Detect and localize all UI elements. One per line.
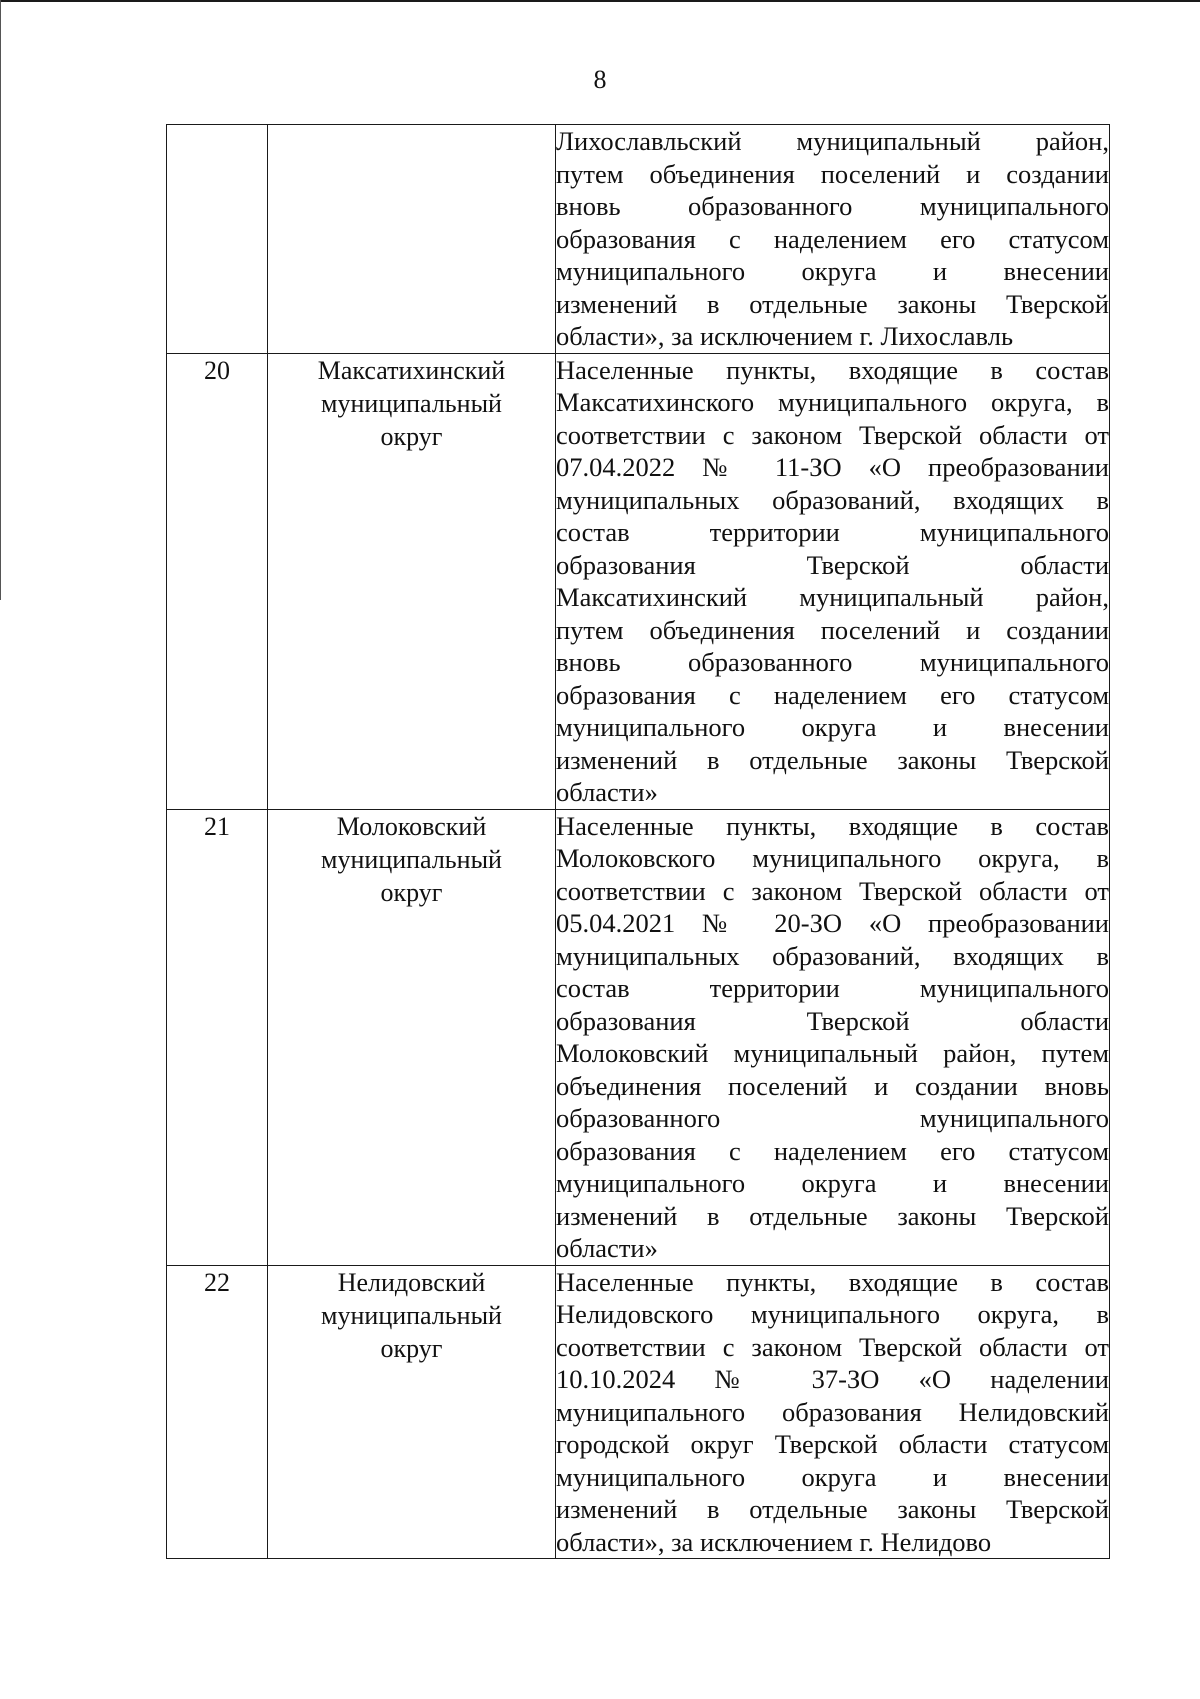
description-line: путем объединения поселений и создании xyxy=(556,614,1109,645)
description-line: Максатихинского муниципального округа, в xyxy=(556,387,1109,417)
settlements-description-cell xyxy=(556,353,1110,809)
municipality-name-line: муниципальный xyxy=(321,1300,502,1330)
description-line: изменений в отдельные законы Тверской xyxy=(556,288,1109,319)
table-row xyxy=(167,125,1110,354)
settlements-description-cell xyxy=(556,809,1110,1265)
municipality-name-line: муниципальный xyxy=(321,844,502,874)
description-line: образованного муниципального xyxy=(556,1103,1109,1133)
page-number: 8 xyxy=(593,65,607,94)
description-line: Населенные пункты, входящие в состав xyxy=(556,810,1109,841)
description-line: муниципального округа и внесении xyxy=(556,1168,1109,1198)
municipality-name-cell xyxy=(268,1265,556,1559)
municipality-name-line: Молоковский xyxy=(336,811,487,841)
description-line: вновь образованного муниципального xyxy=(556,647,1109,677)
description-line: Населенные пункты, входящие в состав xyxy=(556,1266,1109,1297)
description-line: муниципального образования Нелидовский xyxy=(556,1396,1109,1427)
municipality-table xyxy=(166,124,1110,1559)
description-line: области», за исключением г. Лихославль xyxy=(556,321,1014,351)
row-number-cell: 22 xyxy=(167,1265,268,1559)
description-line: муниципального округа и внесении xyxy=(556,712,1109,742)
municipality-name-line: округ xyxy=(380,1333,443,1363)
description-line: 10.10.2024 № 37-ЗО «О наделении xyxy=(556,1364,1109,1394)
municipality-name-cell xyxy=(268,809,556,1265)
municipality-name-line: Нелидовский xyxy=(337,1267,486,1297)
description-line: образования Тверской области xyxy=(556,549,1109,580)
description-line: соответствии с законом Тверской области от xyxy=(556,1331,1109,1362)
description-line: муниципальных образований, входящих в xyxy=(556,484,1109,515)
description-line: соответствии с законом Тверской области от xyxy=(556,419,1109,450)
description-line: объединения поселений и создании вновь xyxy=(556,1070,1109,1101)
description-line: 05.04.2021 № 20-ЗО «О преобразовании xyxy=(556,908,1109,938)
table-row xyxy=(167,353,1110,809)
description-line: Лихославльский муниципальный район, xyxy=(556,126,1109,156)
description-line: муниципального округа и внесении xyxy=(556,1461,1109,1492)
row-number-cell xyxy=(167,125,268,354)
description-line: образования Тверской области xyxy=(556,1005,1109,1036)
description-line: муниципальных образований, входящих в xyxy=(556,940,1109,971)
municipality-name-line: округ xyxy=(380,421,443,451)
table-row xyxy=(167,1265,1110,1559)
row-number-cell: 21 xyxy=(167,809,268,1265)
description-line: муниципального округа и внесении xyxy=(556,256,1109,286)
description-line: образования с наделением его статусом xyxy=(556,223,1109,254)
description-line: образования с наделением его статусом xyxy=(556,1135,1109,1166)
municipality-name-cell xyxy=(268,353,556,809)
settlements-description-cell xyxy=(556,125,1110,354)
table-row xyxy=(167,809,1110,1265)
description-line: образования с наделением его статусом xyxy=(556,679,1109,710)
description-line: состав территории муниципального xyxy=(556,973,1109,1003)
description-line: городской округ Тверской области статусом xyxy=(556,1429,1109,1459)
description-line: Молоковского муниципального округа, в xyxy=(556,843,1109,873)
description-line: области» xyxy=(556,777,658,807)
description-line: путем объединения поселений и создании xyxy=(556,158,1109,189)
table-body xyxy=(167,125,1110,1559)
municipality-name-cell xyxy=(268,125,556,354)
description-line: Молоковский муниципальный район, путем xyxy=(556,1038,1109,1068)
description-line: области» xyxy=(556,1233,658,1263)
scan-edge-top xyxy=(0,0,1200,2)
municipality-name-line: Максатихинский xyxy=(317,355,506,385)
row-number-cell: 20 xyxy=(167,353,268,809)
description-line: Нелидовского муниципального округа, в xyxy=(556,1299,1109,1329)
description-line: вновь образованного муниципального xyxy=(556,191,1109,221)
description-line: области», за исключением г. Нелидово xyxy=(556,1526,992,1557)
description-line: 07.04.2022 № 11-ЗО «О преобразовании xyxy=(556,452,1109,482)
description-line: Максатихинский муниципальный район, xyxy=(556,582,1109,612)
description-line: Населенные пункты, входящие в состав xyxy=(556,354,1109,385)
municipality-name-line: муниципальный xyxy=(321,388,502,418)
description-line: состав территории муниципального xyxy=(556,517,1109,547)
municipality-name-line: округ xyxy=(380,877,443,907)
description-line: соответствии с законом Тверской области от xyxy=(556,875,1109,906)
description-line: изменений в отдельные законы Тверской xyxy=(556,1494,1109,1524)
settlements-description-cell xyxy=(556,1265,1110,1559)
description-line: изменений в отдельные законы Тверской xyxy=(556,1200,1109,1231)
description-line: изменений в отдельные законы Тверской xyxy=(556,744,1109,775)
